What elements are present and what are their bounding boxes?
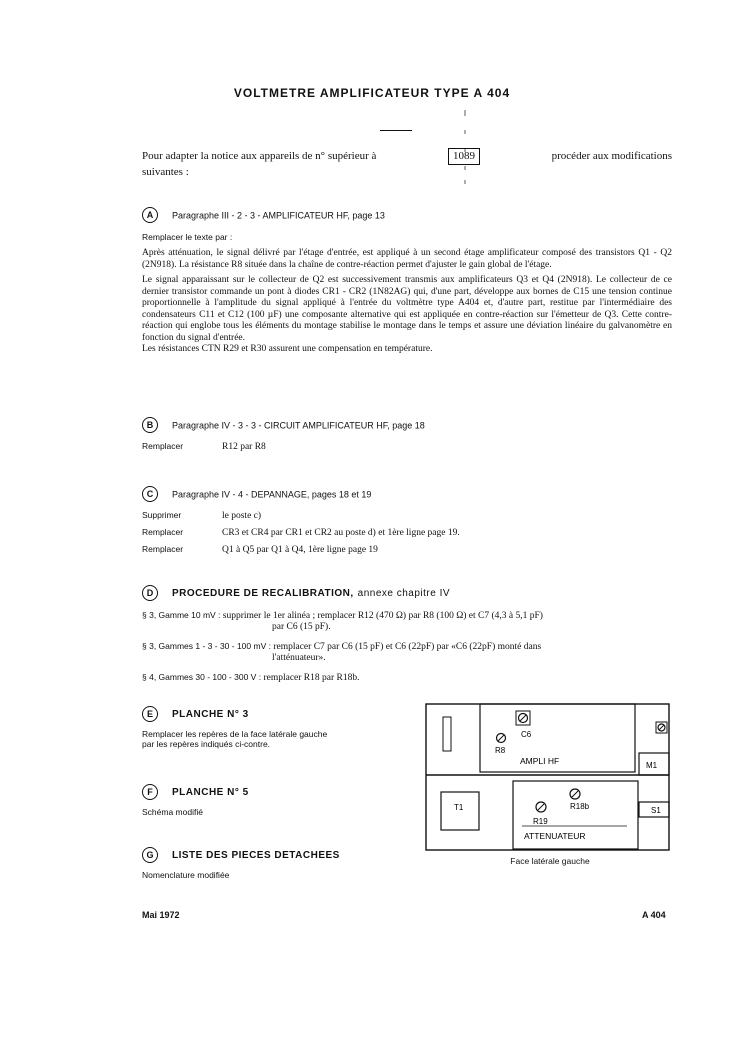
section-badge-g: G [142,847,158,863]
label-t1: T1 [454,803,464,812]
row-value: R12 par R8 [222,442,266,452]
section-e-heading: PLANCHE N° 3 [172,708,249,720]
footer-date: Mai 1972 [142,910,180,920]
recal-item [142,641,672,653]
section-e-line: Remplacer les repères de la face latérale gauche [142,729,328,739]
section-b-heading: Paragraphe IV - 3 - 3 - CIRCUIT AMPLIFICATEUR HF, page 18 [172,420,425,431]
section-badge-f: F [142,784,158,800]
recal-item-label: § 3, Gamme 10 mV : [142,610,221,620]
recal-item-text: remplacer C7 par C6 (15 pF) et C6 (22pF) par «C6 (22pF) monté dans [273,642,542,652]
intro-line-2: suivantes : [142,166,189,178]
row-key: Remplacer [142,441,184,451]
recal-item-label: § 4, Gammes 30 - 100 - 300 V : [142,672,262,682]
section-f [142,783,402,817]
section-a-paragraph-2: Le signal apparaissant sur le collecteur de Q2 est successivement transmis aux amplificateurs Q3 et Q4 (2N918). Le collecteur de ce dernier transistor commande un pont à diodes CR1 - CR2 (1N82AG) qui, d'une part, développe aux bornes de C15 une tension continue proportionnelle à l'amplitude du signal appliqué à l'entrée du voltmètre type A404 et, d'autre part, restitue par l'intermédiaire des condensateurs C11 et C12 (100 µF) une composante alternative qui est appliquée en contre-réaction sur l'émetteur de Q3. Cette contre-réaction qui englobe tous les éléments du montage stabilise le montage dans le temps et assure une déviation linéaire du galvanomètre en fonction du signal d'entrée. [142,275,672,343]
label-s1: S1 [651,806,661,815]
footer-ref: A 404 [642,910,666,920]
label-m1: M1 [646,761,658,770]
serial-number-box: 1089 [448,148,480,165]
label-r18b: R18b [570,802,590,811]
label-r8: R8 [495,746,506,755]
intro-paragraph [142,148,672,180]
row-key: Remplacer [142,544,184,554]
recal-item-text: remplacer R18 par R18b. [263,673,360,683]
label-c6: C6 [521,730,532,739]
recal-item-text: supprimer le 1er alinéa ; remplacer R12 (470 Ω) par R8 (100 Ω) et C7 (4,3 à 5,1 pF) [222,611,543,621]
recal-item [142,672,672,684]
section-a [142,206,672,356]
face-laterale-diagram [425,703,670,851]
recal-item-label: § 3, Gammes 1 - 3 - 30 - 100 mV : [142,641,271,651]
recal-item-cont: par C6 (15 pF). [272,622,331,632]
page-title: VOLTMETRE AMPLIFICATEUR TYPE A 404 [233,86,511,100]
row-key: Remplacer [142,527,184,537]
section-badge-c: C [142,486,158,502]
intro-text-after: procéder aux modifications [551,150,672,162]
row-value: CR3 et CR4 par CR1 et CR2 au poste d) et 1ère ligne page 19. [222,528,460,538]
section-g-heading: LISTE DES PIECES DETACHEES [172,849,340,861]
section-b-row [142,438,672,455]
section-d [142,584,672,684]
intro-text-before: Pour adapter la notice aux appareils de n° supérieur à [142,150,377,162]
section-c [142,485,672,558]
section-c-row [142,507,672,524]
section-a-paragraph-1: Après atténuation, le signal délivré par l'étage d'entrée, est appliqué à un second étage amplificateur composé des transistors Q1 - Q2 (2N918). La résistance R8 située dans la chaîne de contre-réaction permet d'ajuster le gain global de l'étage. [142,248,672,270]
label-r19: R19 [533,817,548,826]
label-ampli-hf: AMPLI HF [520,756,560,766]
section-f-heading: PLANCHE N° 5 [172,786,249,798]
section-g [142,846,402,880]
section-g-line: Nomenclature modifiée [142,870,230,880]
recal-item-cont: l'atténuateur». [272,653,326,663]
section-c-heading: Paragraphe IV - 4 - DEPANNAGE, pages 18 et 19 [172,489,372,500]
section-badge-a: A [142,207,158,223]
section-a-instruction: Remplacer le texte par : [142,232,233,242]
row-value: le poste c) [222,511,262,521]
section-c-row [142,541,672,558]
title-underline [380,130,412,131]
recal-item [142,610,672,622]
section-badge-b: B [142,417,158,433]
section-badge-d: D [142,585,158,601]
section-b [142,416,672,455]
section-c-row [142,524,672,541]
outer-frame [426,704,669,850]
row-key: Supprimer [142,510,182,520]
section-f-line: Schéma modifié [142,807,203,817]
section-a-paragraph-3: Les résistances CTN R29 et R30 assurent une compensation en température. [142,344,433,354]
diagram-caption: Face latérale gauche [510,856,590,866]
section-d-heading-sub: annexe chapitre IV [357,587,451,599]
section-d-heading: PROCEDURE DE RECALIBRATION, [172,587,354,599]
label-attenuateur: ATTENUATEUR [524,831,586,841]
section-e [142,705,402,749]
row-value: Q1 à Q5 par Q1 à Q4, 1ère ligne page 19 [222,545,378,555]
diagram-svg [425,703,670,851]
slot-left [443,717,451,751]
section-a-heading: Paragraphe III - 2 - 3 - AMPLIFICATEUR HF, page 13 [172,210,385,221]
section-badge-e: E [142,706,158,722]
section-e-line: par les repères indiqués ci-contre. [142,739,271,749]
